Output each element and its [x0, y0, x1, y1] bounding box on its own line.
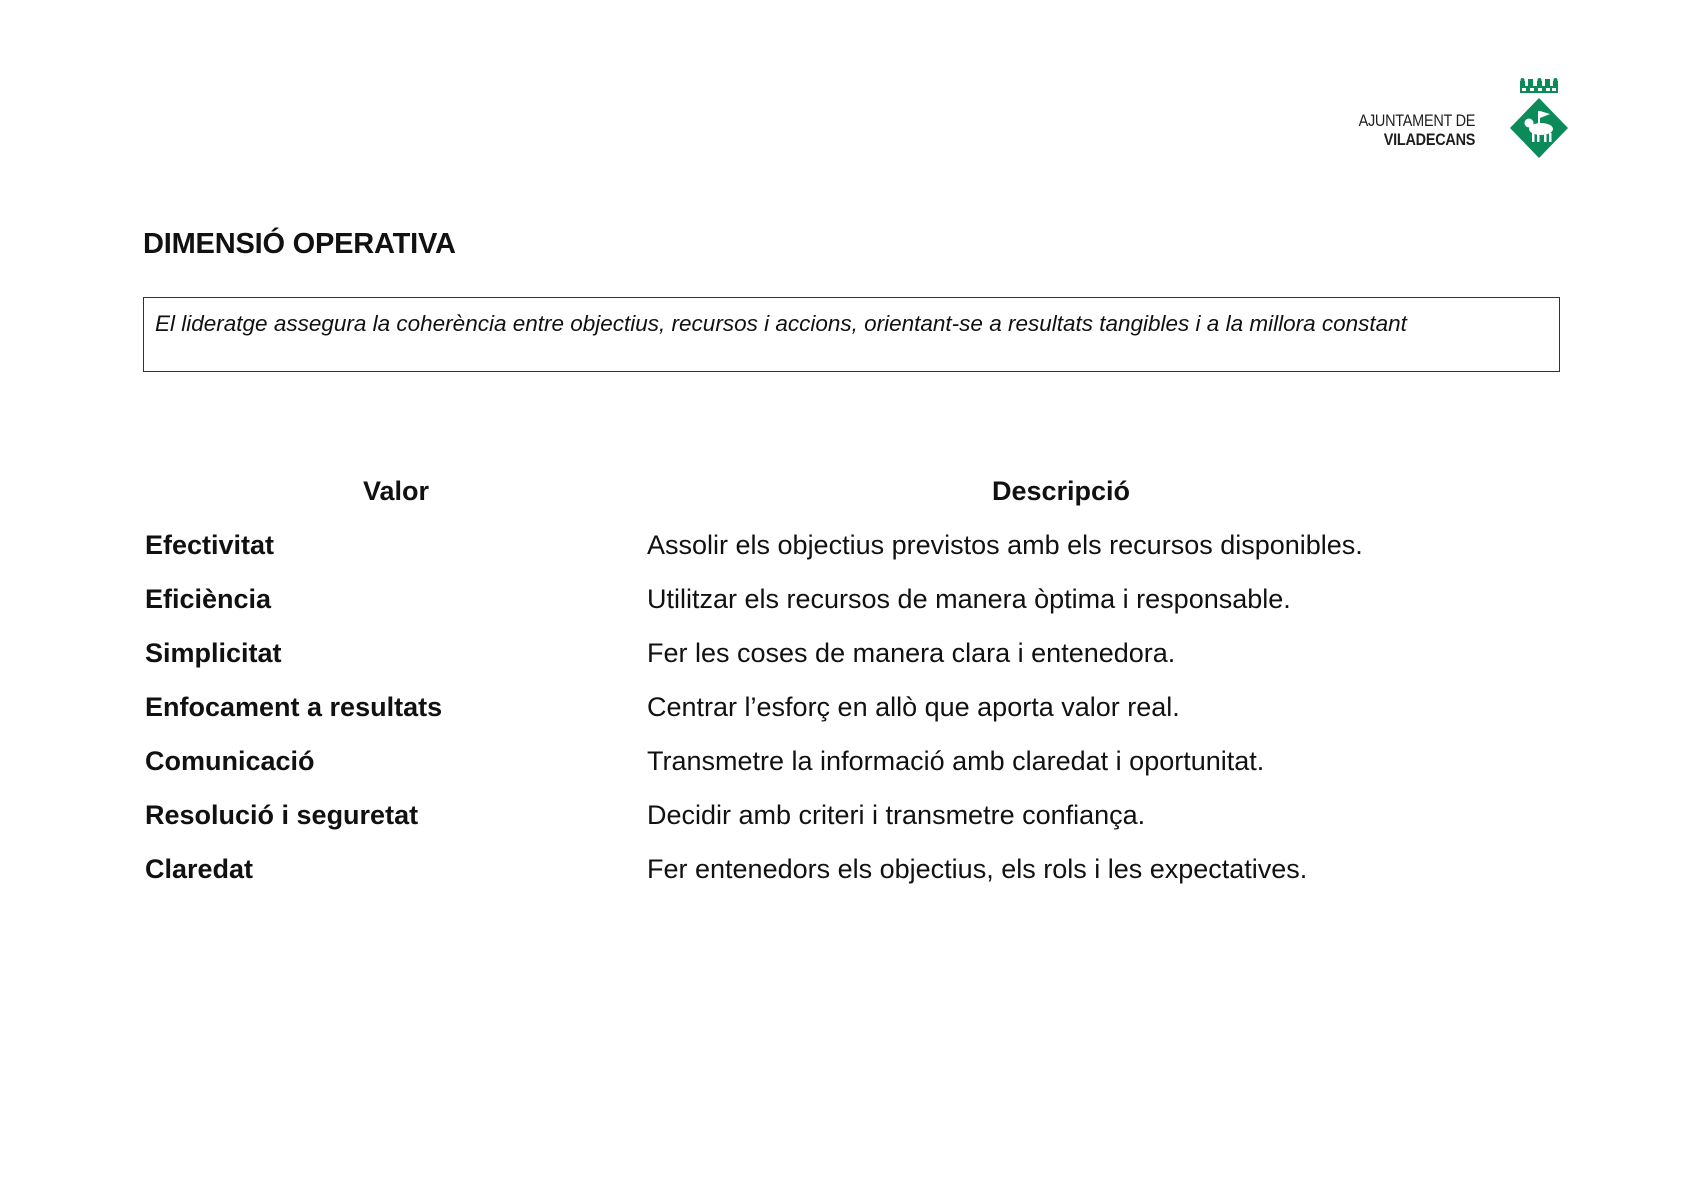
row-valor: Comunicació	[145, 745, 315, 776]
row-descripcio: Decidir amb criteri i transmetre confiança.	[647, 799, 1146, 830]
table-row	[145, 734, 1565, 788]
table-header-row	[145, 476, 1565, 518]
table-row	[145, 626, 1565, 680]
page-title: DIMENSIÓ OPERATIVA	[143, 228, 456, 260]
coat-of-arms-icon	[1508, 78, 1570, 163]
logo-text	[1338, 111, 1475, 149]
row-descripcio: Transmetre la informació amb claredat i oportunitat.	[647, 745, 1265, 776]
ajuntament-logo	[1340, 78, 1570, 163]
row-valor: Enfocament a resultats	[145, 691, 443, 722]
row-valor: Claredat	[145, 853, 254, 884]
row-valor: Eficiència	[145, 583, 272, 614]
row-valor: Resolució i seguretat	[145, 799, 419, 830]
header-valor: Valor	[362, 476, 430, 506]
table-row	[145, 572, 1565, 626]
row-descripcio: Centrar l’esforç en allò que aporta valor real.	[647, 691, 1180, 722]
framed-statement: El lideratge assegura la coherència entre objectius, recursos i accions, orientant-se a resultats tangibles i a la millora constant	[143, 297, 1560, 372]
table-row	[145, 680, 1565, 734]
row-descripcio: Utilitzar els recursos de manera òptima i responsable.	[647, 583, 1291, 614]
row-valor: Simplicitat	[145, 637, 282, 668]
header-descripcio: Descripció	[991, 476, 1131, 506]
row-descripcio: Fer les coses de manera clara i entenedora.	[647, 637, 1176, 668]
logo-line-2: VILADECANS	[1383, 130, 1475, 149]
row-valor: Efectivitat	[145, 529, 275, 560]
table-row	[145, 788, 1565, 842]
logo-line-1: AJUNTAMENT DE	[1358, 111, 1475, 130]
values-table	[145, 476, 1565, 896]
table-row	[145, 518, 1565, 572]
table-row	[145, 842, 1565, 896]
row-descripcio: Assolir els objectius previstos amb els recursos disponibles.	[647, 529, 1363, 560]
row-descripcio: Fer entenedors els objectius, els rols i les expectatives.	[647, 853, 1308, 884]
